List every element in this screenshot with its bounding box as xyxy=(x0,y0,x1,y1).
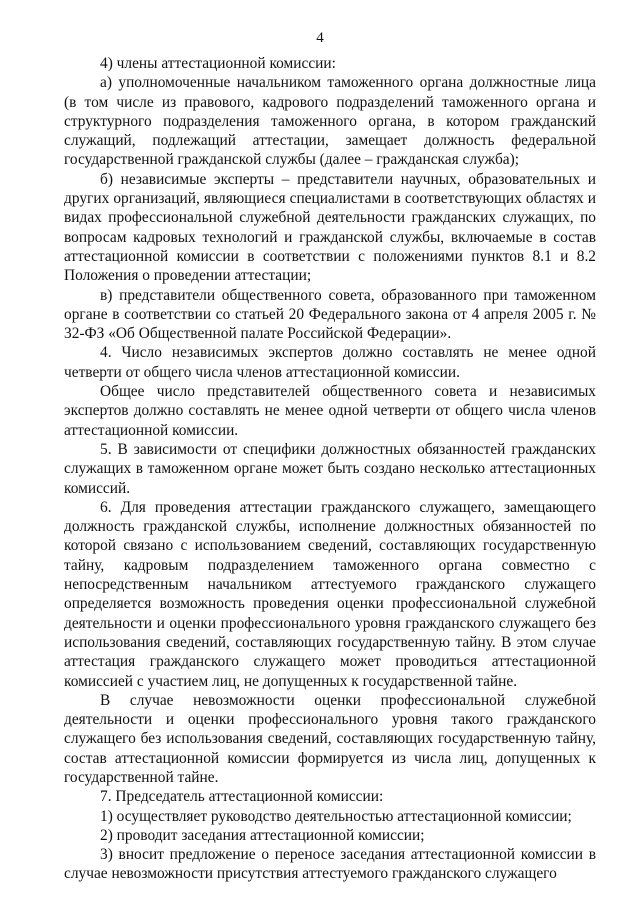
item-4b-paragraph: б) независимые эксперты – представители научных, образовательных и других организаций, являющиеся специалистами в соответствующих областях и видах профессиональной служебной деятельности гражданских служащих, по вопросам кадровых технологий и гражданской службы, включаемые в состав аттестационной комиссии в соответствии с положениями пунктов 8.1 и 8.2 Положения о проведении аттестации; xyxy=(64,170,596,285)
clause-5-paragraph: 5. В зависимости от специфики должностных обязанностей гражданских служащих в таможенном органе может быть создано несколько аттестационных комиссий. xyxy=(64,440,596,497)
clause-7-item-1: 1) осуществляет руководство деятельностью аттестационной комиссии; xyxy=(100,807,572,825)
document-body xyxy=(64,54,596,884)
page-number: 4 xyxy=(316,30,324,46)
clause-7-item-2: 2) проводит заседания аттестационной комиссии; xyxy=(100,826,425,844)
clause-6-continuation: В случае невозможности оценки профессиональной служебной деятельности и оценки профессионального уровня такого гражданского служащего без использования сведений, составляющих государственную тайну, состав аттестационной комиссии формируется из числа лиц, допущенных к государственной тайне. xyxy=(64,691,596,786)
clause-4-paragraph: 4. Число независимых экспертов должно составлять не менее одной четверти от общего числа членов аттестационной комиссии. xyxy=(64,344,596,381)
clause-4-continuation: Общее число представителей общественного совета и независимых экспертов должно составлять не менее одной четверти от общего числа членов аттестационной комиссии. xyxy=(64,383,596,439)
clause-7-heading: 7. Председатель аттестационной комиссии: xyxy=(100,788,384,806)
clause-6-paragraph: 6. Для проведения аттестации гражданского служащего, замещающего должность гражданской службы, исполнение должностных обязанностей по которой связано с использованием сведений, составляющих государственную тайну, кадровым подразделением таможенного органа совместно с непосредственным начальником аттестуемого гражданского служащего определяется возможность проведения оценки профессиональной служебной деятельности и оценки профессионального уровня гражданского служащего без использования сведений, составляющих государственную тайну. В этом случае аттестация гражданского служащего может проводиться аттестационной комиссией с участием лиц, не допущенных к государственной тайне. xyxy=(64,498,596,690)
item-4-heading: 4) члены аттестационной комиссии: xyxy=(100,55,336,72)
clause-7-item-3: 3) вносит предложение о переносе заседания аттестационной комиссии в случае невозможности присутствия аттестуемого гражданского служащего xyxy=(64,846,596,883)
item-4a-paragraph: а) уполномоченные начальником таможенного органа должностные лица (в том числе из правового, кадрового подразделений таможенного органа и структурного подразделения таможенного органа, в котором гражданский служащий, подлежащий аттестации, замещает должность федеральной государственной гражданской службы (далее – гражданская служба); xyxy=(64,74,596,169)
item-4v-paragraph: в) представители общественного совета, образованного при таможенном органе в соответствии со статьей 20 Федерального закона от 4 апреля 2005 г. № 32-ФЗ «Об Общественной палате Российской Федерации». xyxy=(64,286,596,343)
